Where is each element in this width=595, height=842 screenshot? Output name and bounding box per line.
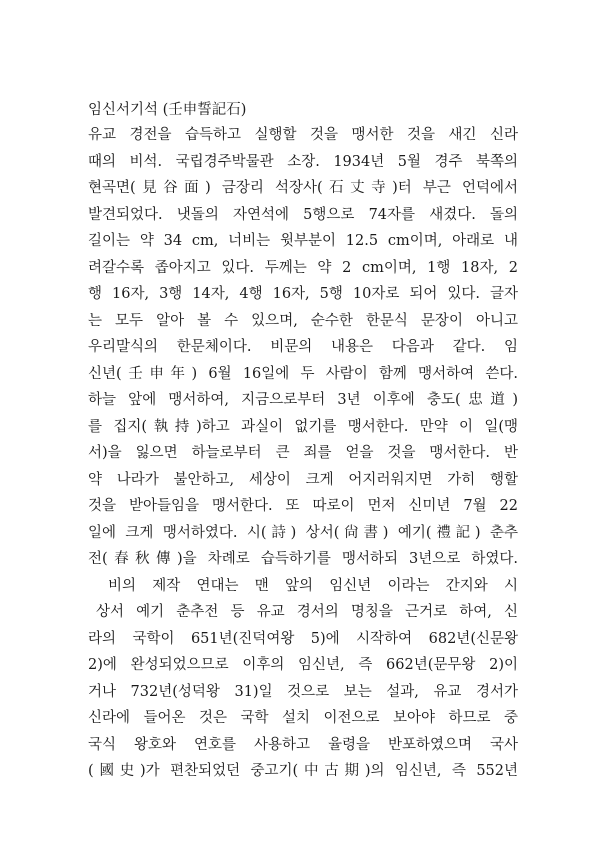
body-line: 유교 경전을 습득하고 실행할 것을 맹서한 것을 새긴 신라 (88, 127, 518, 143)
document-body (88, 122, 518, 785)
body-line: 행 16자, 3행 14자, 4행 16자, 5행 10자로 되어 있다. 글자 (88, 286, 518, 302)
body-line: 는 모두 알아 볼 수 있으며, 순수한 한문식 문장이 아니고 (88, 312, 518, 329)
body-line: 서)을 잃으면 하늘로부터 큰 죄를 얻을 것을 맹서한다. 반 (88, 445, 518, 461)
body-line: 신라에 들어온 것은 국학 설치 이전으로 보아야 하므로 중 (88, 710, 518, 726)
body-line: 길이는 약 34 cm, 너비는 윗부분이 12.5 cm이며, 아래로 내 (88, 233, 518, 249)
body-line: 라의 국학이 651년(진덕여왕 5)에 시작하여 682년(신문왕 (88, 630, 518, 647)
body-line: 를 집지(執持)하고 과실이 없기를 맹서한다. 만약 이 일(맹 (88, 418, 518, 435)
body-line: 때의 비석. 국립경주박물관 소장. 1934년 5월 경주 북쪽의 (88, 153, 518, 170)
body-line: 2)에 완성되었으므로 이후의 임신년, 즉 662년(문무왕 2)이 (88, 657, 518, 673)
body-line: 우리말식의 한문체이다. 비문의 내용은 다음과 같다. 임 (88, 339, 518, 355)
body-line: 국식 왕호와 연호를 사용하고 율령을 반포하였으며 국사 (88, 736, 518, 753)
body-line: 것을 받아들임을 맹서한다. 또 따로이 먼저 신미년 7월 22 (88, 498, 518, 514)
body-line: 일에 크게 맹서하였다. 시(詩) 상서(尙書) 예기(禮記) 춘추 (88, 524, 518, 541)
body-line: 발견되었다. 냇돌의 자연석에 5행으로 74자를 새겼다. 돌의 (88, 206, 518, 223)
body-line: 현곡면(見谷面) 금장리 석장사(石丈寺)터 부근 언덕에서 (88, 180, 518, 196)
body-line: 비의 제작 연대는 맨 앞의 임신년 이라는 간지와 시 (108, 577, 518, 594)
body-line: 거나 732년(성덕왕 31)일 것으로 보는 설과, 유교 경서가 (88, 683, 518, 700)
document-title: 임신서기석 (壬申誓記石) (88, 102, 247, 118)
body-line: 전(春秋傳)을 차례로 습득하기를 맹서하되 3년으로 하였다. (88, 551, 518, 567)
body-line: 하늘 앞에 맹서하여, 지금으로부터 3년 이후에 충도(忠道) (88, 392, 518, 408)
body-line: 신년(壬申年) 6월 16일에 두 사람이 함께 맹서하여 쓴다. (88, 365, 518, 382)
body-line: 려갈수록 좁아지고 있다. 두께는 약 2 cm이며, 1행 18자, 2 (88, 259, 518, 276)
body-line: 약 나라가 불안하고, 세상이 크게 어지러워지면 가히 행할 (88, 471, 518, 488)
body-line: (國史)가 편찬되었던 중고기(中古期)의 임신년, 즉 552년 (88, 763, 518, 779)
body-line: 상서 예기 춘추전 등 유교 경서의 명칭을 근거로 하여, 신 (96, 604, 518, 620)
